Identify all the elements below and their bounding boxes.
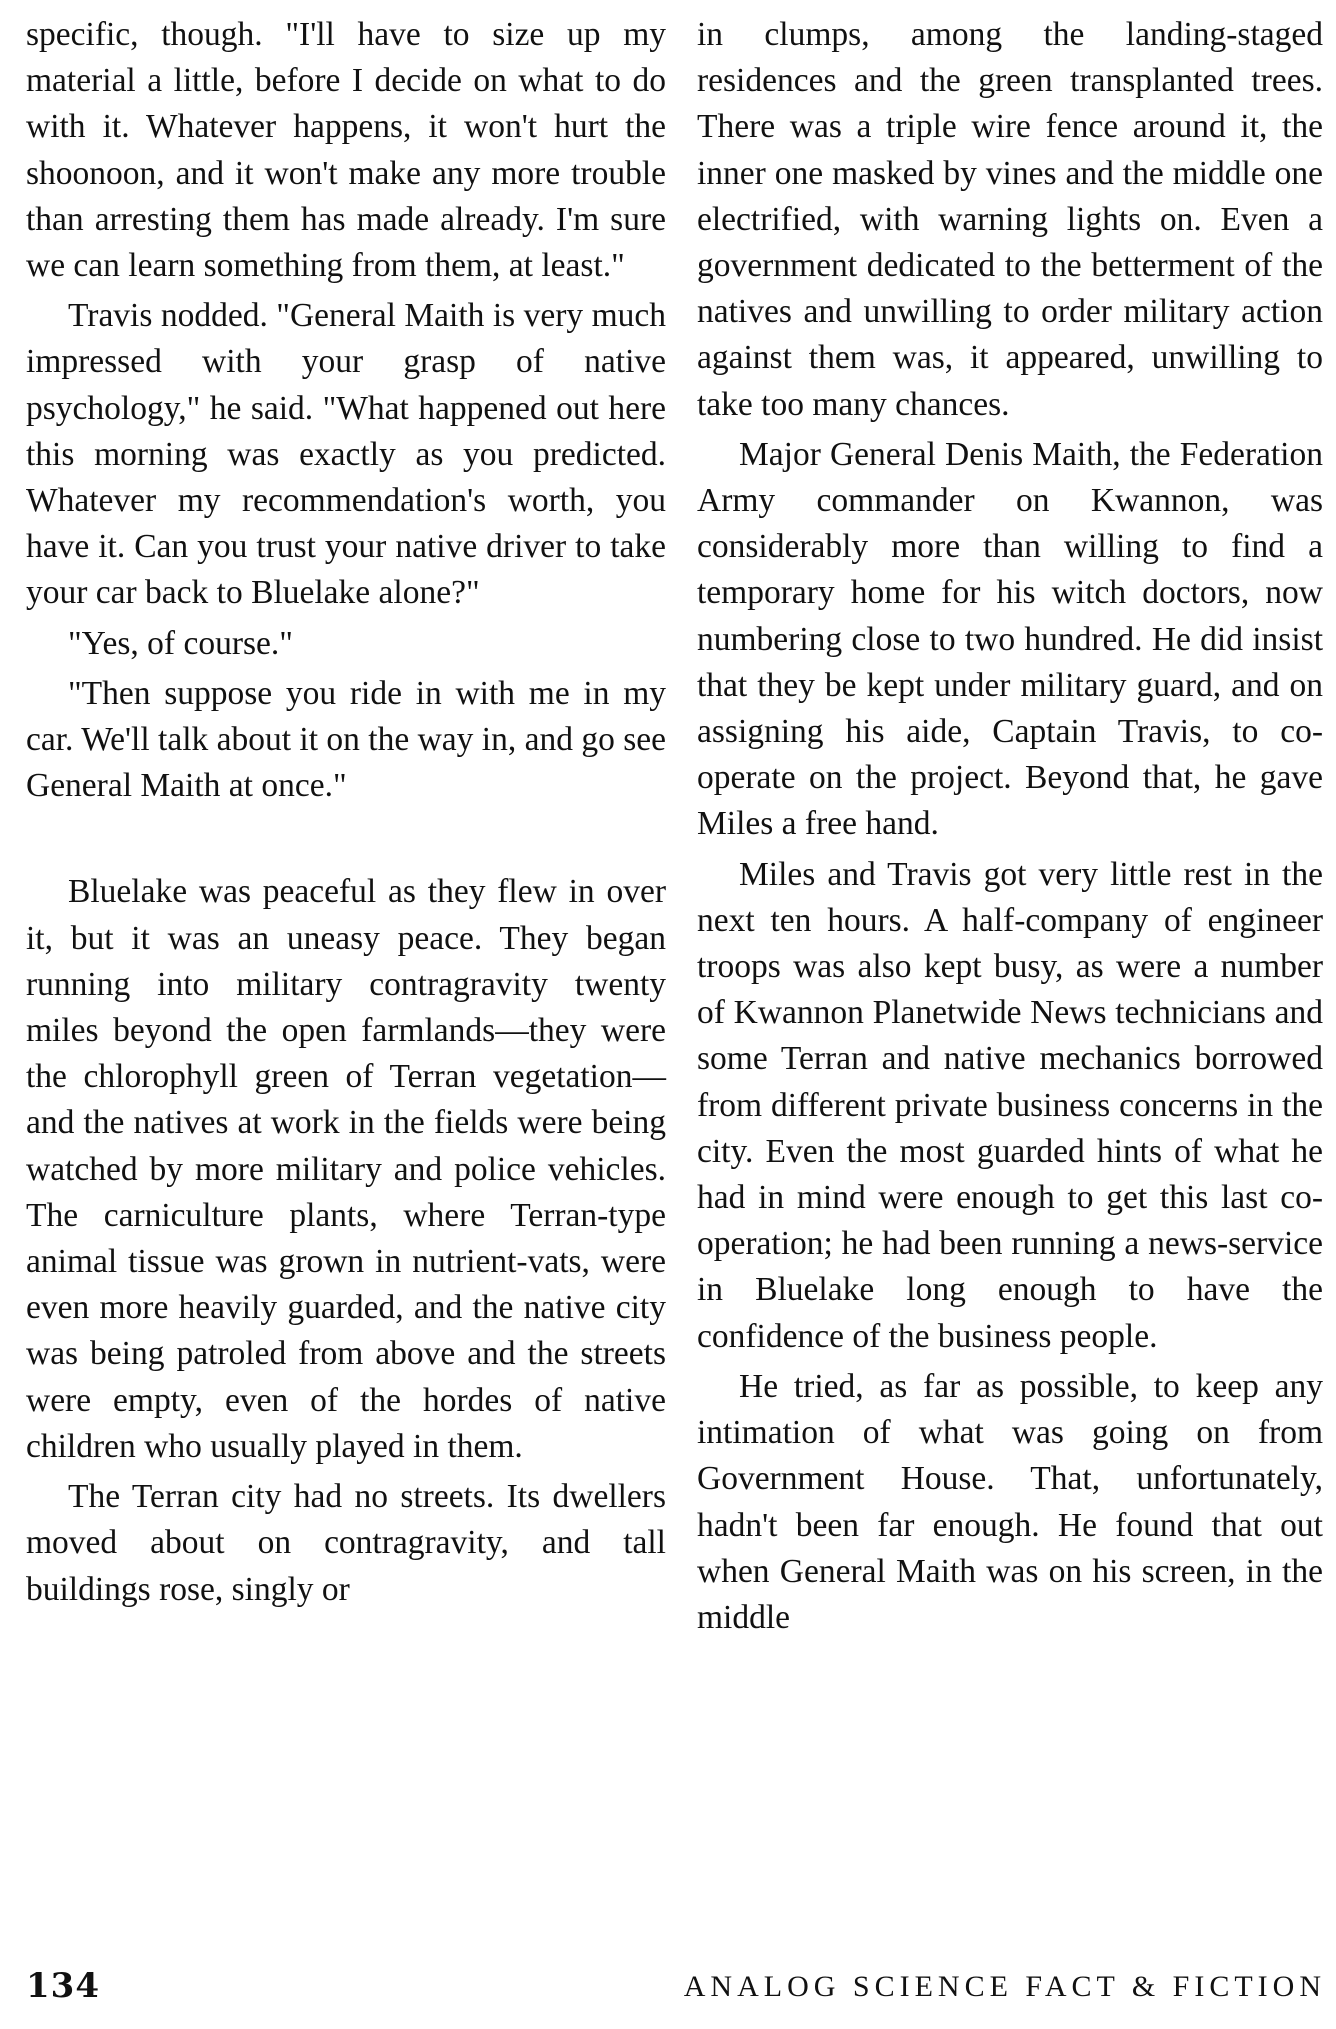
- right-column: [697, 12, 1323, 1641]
- paragraph: in clumps, among the landing-staged residences and the green transplanted trees. There was a triple wire fence around it, the inner one masked by vines and the middle one electrified, with warning lights on. Even a government dedicated to the betterment of the natives and unwilling to order military action against them was, it appeared, unwilling to take too many chances.: [697, 16, 1323, 423]
- paragraph: Miles and Travis got very little rest in the next ten hours. A half-company of engineer troops was also kept busy, as were a number of Kwannon Planetwide News technicians and some Terran and native mechanics borrowed from different private business concerns in the city. Even the most guarded hints of what he had in mind were enough to get this last co-operation; he had been running a news-service in Bluelake long enough to have the confidence of the business people.: [697, 855, 1323, 1355]
- paragraph: "Yes, of course.": [68, 624, 293, 662]
- page-number: 134: [26, 1966, 100, 2006]
- paragraph: Travis nodded. "General Maith is very much impressed with your grasp of native psychology," he said. "What happened out here this morning was exactly as you predicted. Whatever my recommendation's worth, you have it. Can you trust your native driver to take your car back to Bluelake alone?": [26, 297, 666, 612]
- paragraph: Major General Denis Maith, the Federation Army commander on Kwannon, was considerably more than willing to find a temporary home for his witch doctors, now numbering close to two hundred. He did insist that they be kept under military guard, and on assigning his aide, Captain Travis, to co-operate on the project. Beyond that, he gave Miles a free hand.: [697, 435, 1323, 843]
- left-column: [26, 12, 666, 1613]
- paragraph: Bluelake was peaceful as they flew in over it, but it was an uneasy peace. They began running into military contragravity twenty miles beyond the open farmlands—they were the chlorophyll green of Terran vegetation—and the natives at work in the fields were being watched by more military and police vehicles. The carniculture plants, where Terran-type animal tissue was grown in nutrient-vats, were even more heavily guarded, and the native city was being patroled from above and the streets were empty, even of the hordes of native children who usually played in them.: [26, 873, 666, 1465]
- paragraph: specific, though. "I'll have to size up my material a little, before I decide on what to do with it. Whatever happens, it won't hurt the shoonoon, and it won't make any more trouble than arresting them has made already. I'm sure we can learn something from them, at least.": [26, 16, 666, 285]
- paragraph: "Then suppose you ride in with me in my car. We'll talk about it on the way in, and go see General Maith at once.": [26, 674, 666, 805]
- running-head: ANALOG SCIENCE FACT & FICTION: [683, 1970, 1326, 2003]
- page-footer: [26, 1966, 1326, 2016]
- paragraph: He tried, as far as possible, to keep any intimation of what was going on from Government House. That, unfortunately, hadn't been far enough. He found that out when General Maith was on his screen, in the middle: [697, 1367, 1323, 1636]
- paragraph: The Terran city had no streets. Its dwellers moved about on contragravity, and tall buildings rose, singly or: [26, 1478, 666, 1608]
